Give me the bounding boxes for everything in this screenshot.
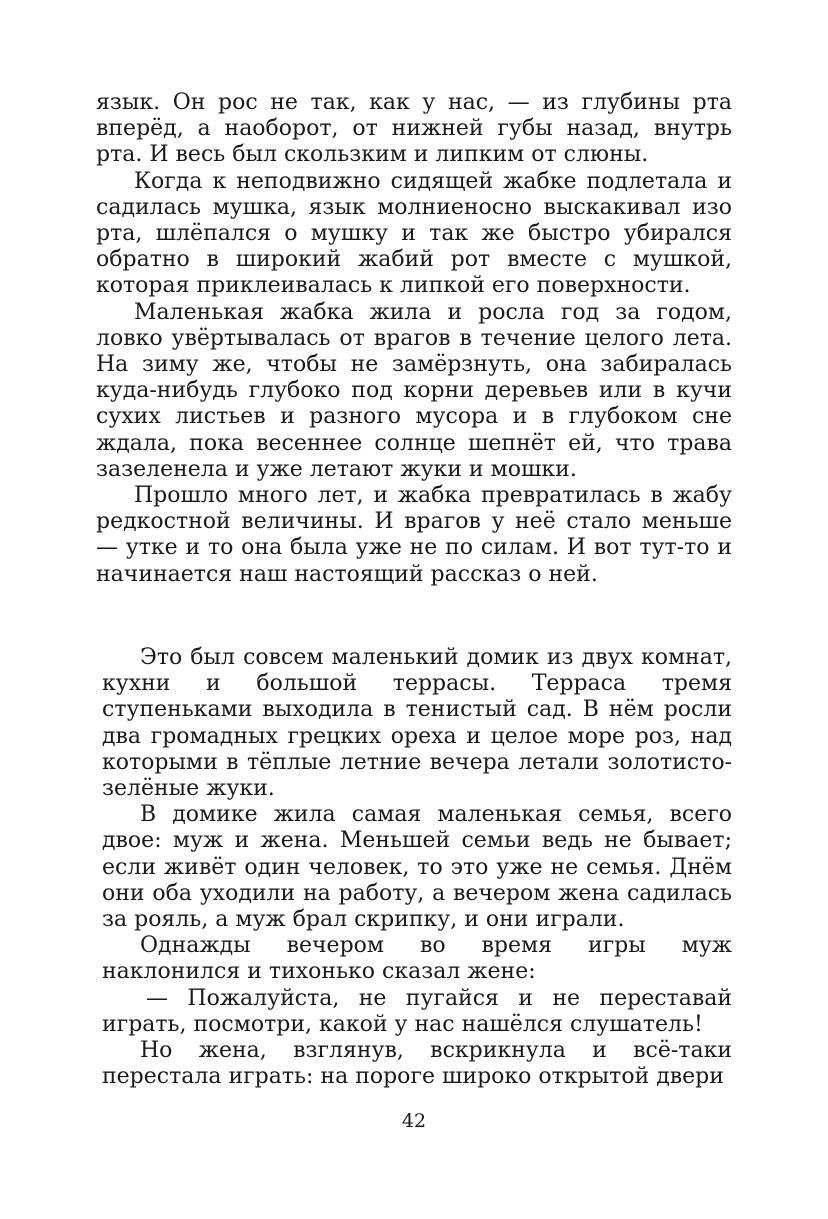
paragraph: В домике жила самая маленькая семья, всего двое: муж и жена. Меньшей семьи ведь не бывает; если живёт один человек, то это уже не семья. Днём они оба уходили на работу, а вечером жена садилась за рояль, а муж брал скрипку, и они играли. bbox=[102, 802, 732, 933]
paragraph: Однажды вечером во время игры муж наклонился и тихонько сказал жене: bbox=[102, 933, 732, 985]
text-section-1 bbox=[96, 90, 732, 588]
paragraph-continuation: язык. Он рос не так, как у нас, — из глубины рта вперёд, а наоборот, от нижней губы назад, внутрь рта. И весь был скользким и липким от слюны. bbox=[96, 90, 732, 168]
paragraph: Когда к неподвижно сидящей жабке подлетала и садилась мушка, язык молниеносно выскакивал изо рта, шлёпался о мушку и так же быстро убирался обратно в широкий жабий рот вместе с мушкой, которая приклеивалась к липкой его поверхности. bbox=[96, 168, 732, 299]
paragraph: Но жена, взглянув, вскрикнула и всё-таки перестала играть: на пороге широко открытой двери bbox=[102, 1038, 732, 1090]
page-number: 42 bbox=[401, 1110, 427, 1132]
paragraph: Прошло много лет, и жабка превратилась в жабу редкостной величины. И врагов у неё стало меньше — утке и то она была уже не по силам. И вот тут-то и начинается наш настоящий рассказ о ней. bbox=[96, 483, 732, 587]
paragraph: Это был совсем маленький домик из двух комнат, кухни и большой террасы. Терраса тремя ступеньками выходила в тенистый сад. В нём росли два громадных грецких ореха и целое море роз, над которыми в тёплые летние вечера летали золотисто-зелёные жуки. bbox=[102, 645, 732, 802]
paragraph: Маленькая жабка жила и росла год за годом, ловко увёртывалась от врагов в течение целого лета. На зиму же, чтобы не замёрзнуть, она забиралась куда-нибудь глубоко под корни деревьев или в кучи сухих листьев и разного мусора и в глубоком сне ждала, пока весеннее солнце шепнёт ей, что трава зазеленела и уже летают жуки и мошки. bbox=[96, 299, 732, 482]
text-section-2 bbox=[102, 645, 732, 1090]
dialogue-line: — Пожалуйста, не пугайся и не переставай играть, посмотри, какой у нас нашёлся слушатель! bbox=[102, 985, 732, 1037]
